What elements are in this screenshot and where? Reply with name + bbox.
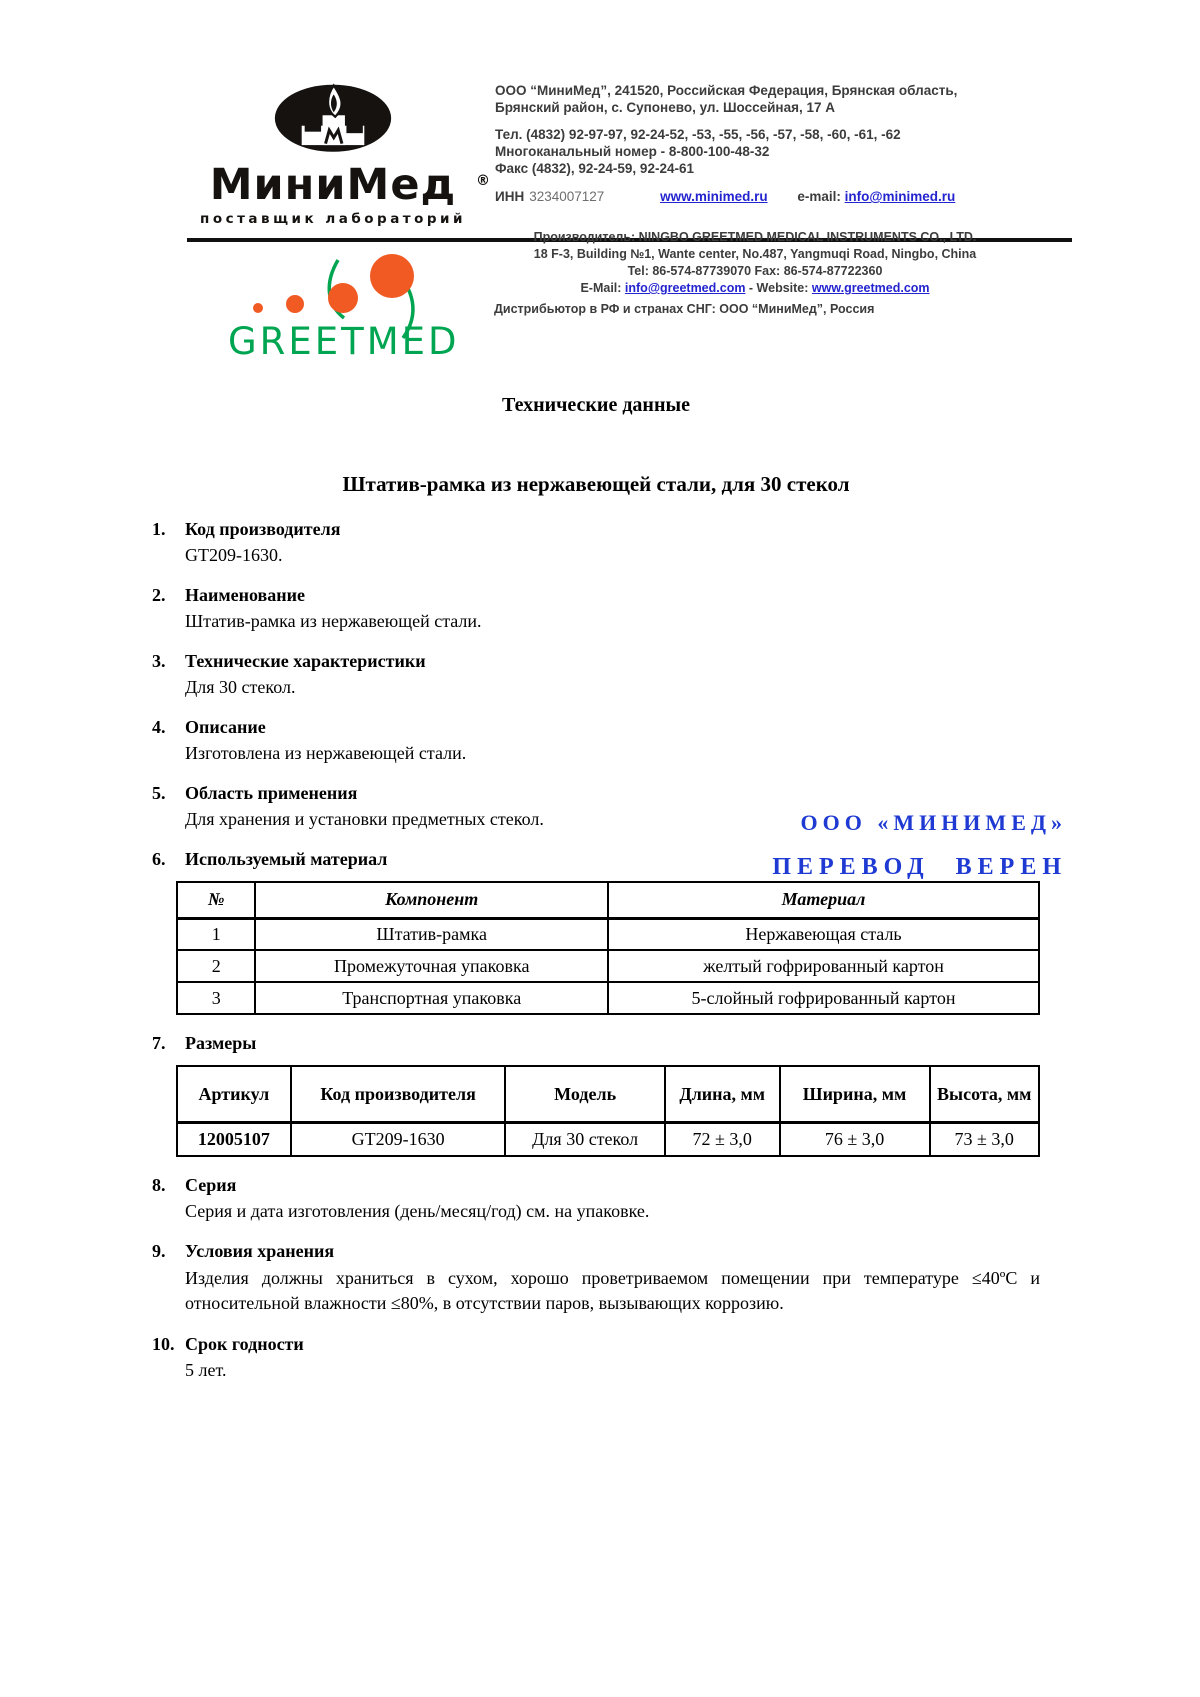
- email-label: e-mail:: [797, 189, 841, 204]
- section-heading: Используемый материал: [185, 849, 388, 869]
- company-phone-line: Тел. (4832) 92-97-97, 92-24-52, -53, -55, -56, -57, -58, -60, -61, -62: [495, 127, 901, 142]
- document-body: [152, 392, 1040, 1382]
- section-heading: Условия хранения: [185, 1241, 335, 1261]
- table-row: [177, 918, 1039, 950]
- cell-component: Промежуточная упаковка: [255, 950, 608, 982]
- page-title: Технические данные: [502, 394, 690, 416]
- stamp-company-line: ООО «МИНИМЕД»: [800, 810, 1067, 835]
- manufacturer-line3: Tel: 86-574-87739070 Fax: 86-574-87722360: [627, 264, 883, 278]
- section-number: 3.: [152, 651, 166, 671]
- section-number: 10.: [152, 1334, 175, 1354]
- company-fax-line: Факс (4832), 92-24-59, 92-24-61: [495, 161, 694, 176]
- section-heading: Описание: [185, 717, 266, 737]
- section-body: Изготовлена из нержавеющей стали.: [185, 743, 467, 763]
- minimed-tagline: поставщик лабораторий: [200, 211, 466, 227]
- cell-row-number: 1: [177, 918, 255, 950]
- cell-length: 72 ± 3,0: [665, 1122, 780, 1156]
- cell-material: желтый гофрированный картон: [608, 950, 1039, 982]
- distributor-line: Дистрибьютор в РФ и странах СНГ: ООО “МиниМед”, Россия: [494, 302, 875, 316]
- page-subtitle: Штатив-рамка из нержавеющей стали, для 30 стекол: [342, 472, 850, 496]
- section-dimensions: [152, 1032, 1040, 1157]
- company-address-line1: ООО “МиниМед”, 241520, Российская Федерация, Брянская область,: [495, 83, 958, 98]
- column-header-width: Ширина, мм: [780, 1066, 930, 1122]
- manufacturer-line1: Производитель: NINGBO GREETMED MEDICAL INSTRUMENTS CO., LTD.: [533, 230, 977, 244]
- section-manufacturer-code: [152, 518, 1040, 567]
- table-header-row: [177, 1066, 1039, 1122]
- section-number: 7.: [152, 1033, 166, 1053]
- cell-model: Для 30 стекол: [505, 1122, 664, 1156]
- section-name: [152, 584, 1040, 633]
- section-number: 6.: [152, 849, 166, 869]
- column-header-manufacturer-code: Код производителя: [291, 1066, 506, 1122]
- minimed-logo: [183, 78, 491, 227]
- column-header-article: Артикул: [177, 1066, 291, 1122]
- section-heading: Серия: [185, 1175, 237, 1195]
- manufacturer-block: [494, 229, 1016, 318]
- cell-row-number: 3: [177, 982, 255, 1014]
- column-header-height: Высота, мм: [930, 1066, 1040, 1122]
- greetmed-website-link[interactable]: www.greetmed.com: [811, 281, 930, 295]
- section-body: 5 лет.: [185, 1360, 227, 1380]
- cell-height: 73 ± 3,0: [930, 1122, 1040, 1156]
- column-header-component: Компонент: [255, 882, 608, 918]
- company-address-line2: Брянский район, с. Супонево, ул. Шоссейная, 17 А: [495, 100, 835, 115]
- greetmed-logo: [222, 246, 472, 381]
- section-specs: [152, 650, 1040, 699]
- greetmed-email-link[interactable]: info@greetmed.com: [624, 281, 746, 295]
- company-multichannel-line: Многоканальный номер - 8-800-100-48-32: [495, 144, 770, 159]
- cell-manufacturer-code: GT209-1630: [291, 1122, 506, 1156]
- cell-material: 5-слойный гофрированный картон: [608, 982, 1039, 1014]
- inn-label: ИНН: [495, 189, 525, 204]
- table-row: [177, 1122, 1039, 1156]
- column-header-model: Модель: [505, 1066, 664, 1122]
- minimed-logo-name: [183, 160, 491, 210]
- section-body: Изделия должны храниться в сухом, хорошо проветриваемом помещении при температуре ≤40ºС и относительной влажности ≤80%, в отсутствии паров, вызывающих коррозию.: [185, 1268, 1040, 1313]
- section-number: 4.: [152, 717, 166, 737]
- greetmed-logo-text: GREETMED: [228, 320, 460, 363]
- section-body: Для 30 стекол.: [185, 677, 296, 697]
- section-heading: Срок годности: [185, 1334, 304, 1354]
- column-header-number: №: [177, 882, 255, 918]
- numbered-sections: [152, 518, 1040, 1382]
- inn-value: 3234007127: [529, 189, 605, 204]
- cell-width: 76 ± 3,0: [780, 1122, 930, 1156]
- table-row: [177, 982, 1039, 1014]
- table-row: [177, 950, 1039, 982]
- cell-component: Транспортная упаковка: [255, 982, 608, 1014]
- cell-material: Нержавеющая сталь: [608, 918, 1039, 950]
- column-header-length: Длина, мм: [665, 1066, 780, 1122]
- minimed-email-link[interactable]: info@minimed.ru: [844, 189, 956, 204]
- greetmed-website-label: - Website:: [745, 281, 812, 295]
- registered-mark: ®: [476, 173, 491, 189]
- stamp-verified-line: ПЕРЕВОД ВЕРЕН: [772, 854, 1067, 880]
- section-heading: Наименование: [185, 585, 305, 605]
- dimensions-table: [176, 1065, 1040, 1157]
- section-body: Серия и дата изготовления (день/месяц/год) см. на упаковке.: [185, 1201, 650, 1221]
- translation-stamp: [772, 810, 1067, 881]
- greetmed-email-label: E-Mail:: [580, 281, 625, 295]
- section-heading: Код производителя: [185, 519, 341, 539]
- section-description: [152, 716, 1040, 765]
- section-series: [152, 1174, 1040, 1223]
- company-info-block: [495, 82, 1040, 205]
- section-number: 8.: [152, 1175, 166, 1195]
- column-header-material: Материал: [608, 882, 1039, 918]
- cell-article: 12005107: [177, 1122, 291, 1156]
- minimed-candle-icon: [258, 78, 408, 160]
- section-heading: Область применения: [185, 783, 358, 803]
- section-shelf-life: [152, 1333, 1040, 1382]
- cell-row-number: 2: [177, 950, 255, 982]
- section-heading: Технические характеристики: [185, 651, 426, 671]
- section-number: 2.: [152, 585, 166, 605]
- manufacturer-contact-line: [494, 280, 1016, 297]
- section-number: 9.: [152, 1241, 166, 1261]
- cell-component: Штатив-рамка: [255, 918, 608, 950]
- table-header-row: [177, 882, 1039, 918]
- section-body: Для хранения и установки предметных стекол.: [185, 809, 544, 829]
- minimed-logo-text: МиниМед: [209, 160, 457, 210]
- section-number: 5.: [152, 783, 166, 803]
- inn-row: [495, 188, 1040, 205]
- section-heading: Размеры: [185, 1033, 257, 1053]
- manufacturer-line2: 18 F-3, Building №1, Wante center, No.487, Yangmuqi Road, Ningbo, China: [533, 247, 977, 261]
- minimed-website-link[interactable]: www.minimed.ru: [660, 189, 768, 204]
- section-number: 1.: [152, 519, 166, 539]
- section-body: Штатив-рамка из нержавеющей стали.: [185, 611, 482, 631]
- section-storage-conditions: [152, 1240, 1040, 1316]
- materials-table: [176, 881, 1040, 1015]
- section-body: GT209-1630.: [185, 545, 283, 565]
